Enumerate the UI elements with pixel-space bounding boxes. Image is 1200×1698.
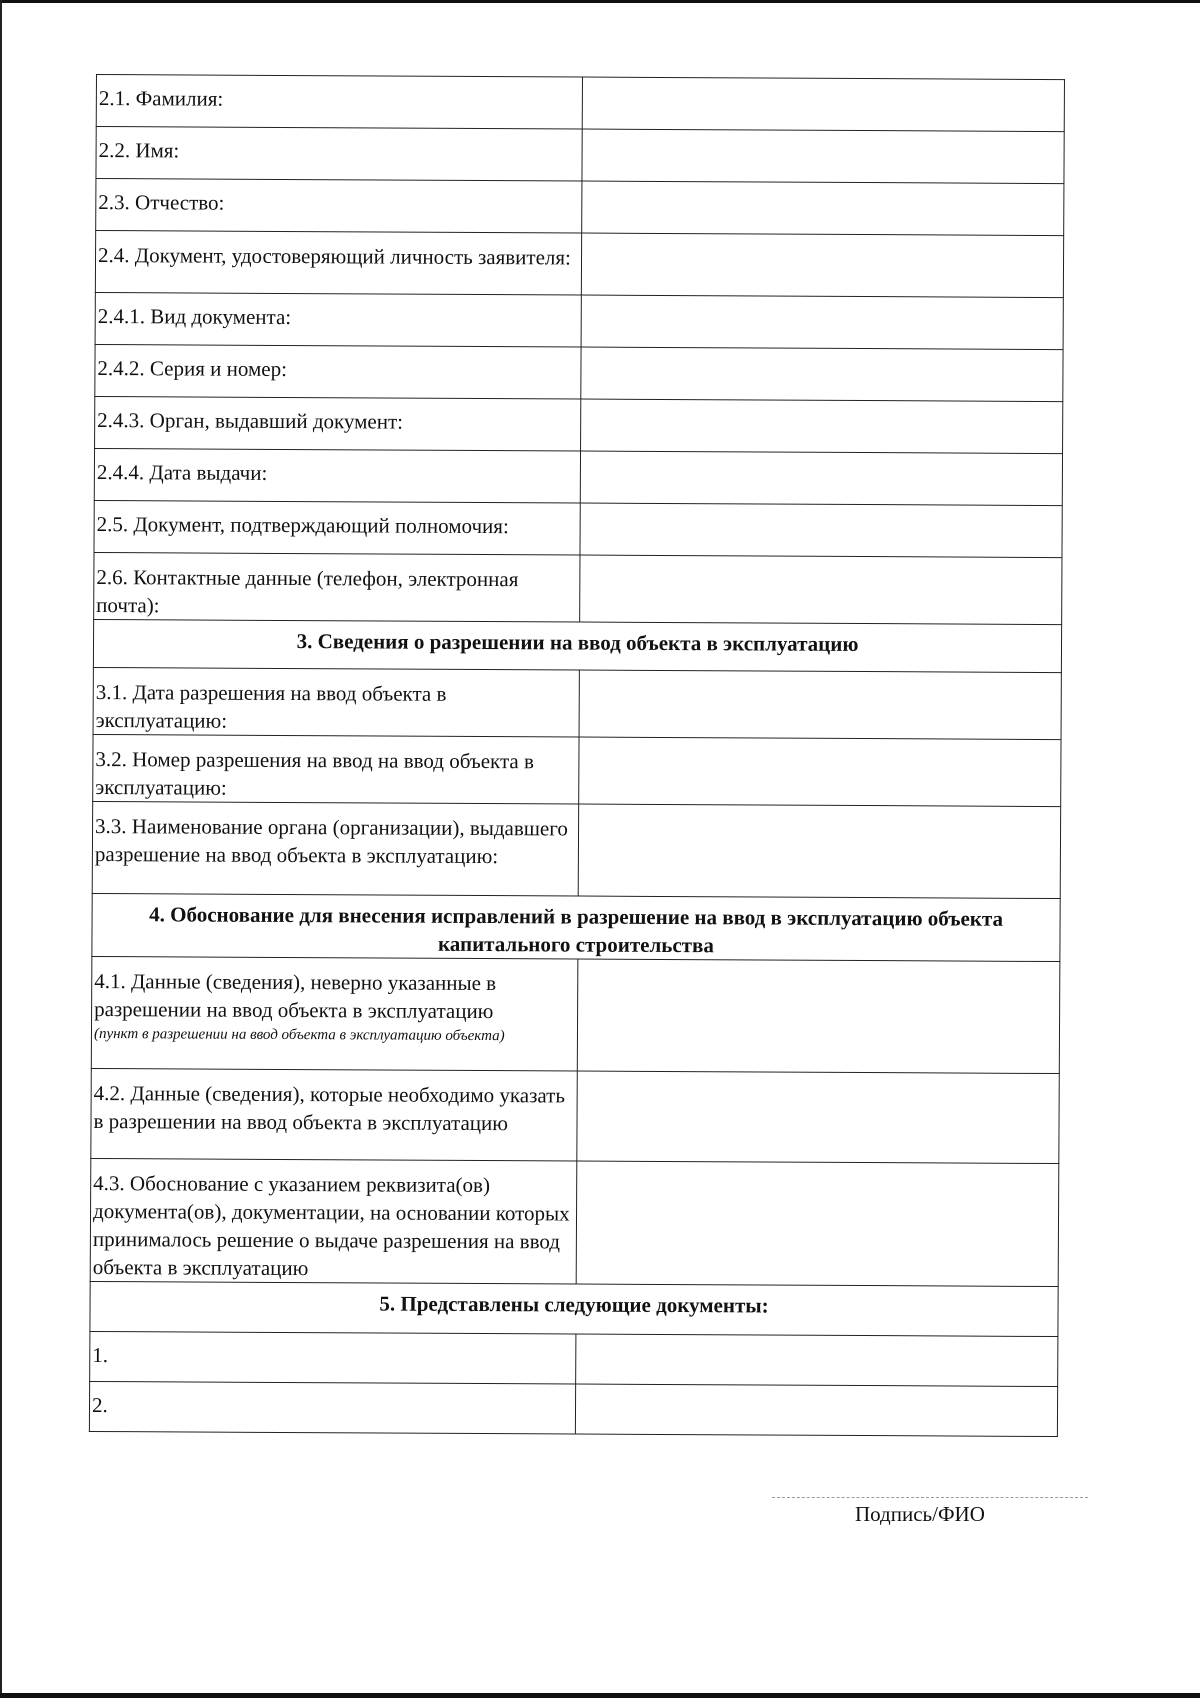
table-row xyxy=(90,1158,1059,1286)
table-row xyxy=(91,1068,1059,1163)
document-item-1-value-cell[interactable] xyxy=(576,1334,1058,1387)
justification-value-cell[interactable] xyxy=(576,1161,1059,1287)
section-4-title: 4. Обоснование для внесения исправлений в разрешение на ввод в эксплуатацию объекта капитального строительства xyxy=(92,893,1060,961)
first-name-value-cell[interactable] xyxy=(582,129,1064,184)
field-label-permit-number: 3.2. Номер разрешения на ввод на ввод объекта в эксплуатацию: xyxy=(93,734,579,804)
section-header-row xyxy=(90,1281,1058,1336)
field-label-incorrect-data xyxy=(91,956,578,1071)
incorrect-data-value-cell[interactable] xyxy=(577,959,1060,1074)
field-label-issuing-authority: 2.4.3. Орган, выдавший документ: xyxy=(95,396,581,451)
section-3-title: 3. Сведения о разрешении на ввод объекта в эксплуатацию xyxy=(93,619,1061,672)
section-header-row xyxy=(93,619,1061,672)
document-item-1-label: 1. xyxy=(90,1331,576,1384)
field-label-issue-date: 2.4.4. Дата выдачи: xyxy=(94,448,580,503)
table-row xyxy=(96,75,1064,132)
table-row xyxy=(91,956,1060,1073)
table-row xyxy=(89,1381,1057,1436)
scan-edge-top xyxy=(0,0,1200,3)
table-row xyxy=(94,500,1062,557)
permit-number-value-cell[interactable] xyxy=(579,737,1061,807)
patronymic-value-cell[interactable] xyxy=(582,181,1064,236)
section-5-title: 5. Представлены следующие документы: xyxy=(90,1281,1058,1336)
field-label-permit-issuer: 3.3. Наименование органа (организации), выдавшего разрешение на ввод объекта в эксплуатацию: xyxy=(92,801,578,896)
table-row xyxy=(93,734,1061,806)
scan-edge-left xyxy=(0,0,2,1698)
field-label-justification: 4.3. Обоснование с указанием реквизита(ов) документа(ов), документации, на основании которых принималось решение о выдаче разрешения на ввод объекта в эксплуатацию xyxy=(90,1158,577,1284)
correct-data-value-cell[interactable] xyxy=(577,1071,1059,1164)
table-row xyxy=(95,231,1063,298)
issue-date-value-cell[interactable] xyxy=(580,451,1062,506)
surname-value-cell[interactable] xyxy=(582,77,1064,132)
field-label-first-name: 2.2. Имя: xyxy=(96,127,582,182)
table-row xyxy=(96,179,1064,236)
signature-label: Подпись/ФИО xyxy=(855,1502,985,1526)
field-label-series-number: 2.4.2. Серия и номер: xyxy=(95,344,581,399)
permit-issuer-value-cell[interactable] xyxy=(578,804,1060,899)
field-label-correct-data: 4.2. Данные (сведения), которые необходимо указать в разрешении на ввод объекта в эксплуатацию xyxy=(91,1068,577,1161)
table-row xyxy=(92,801,1060,898)
table-row xyxy=(94,552,1062,624)
contact-data-value-cell[interactable] xyxy=(580,555,1062,625)
identity-document-value-cell[interactable] xyxy=(581,233,1063,298)
application-form-table xyxy=(89,74,1065,1437)
field-label-document-type: 2.4.1. Вид документа: xyxy=(95,292,581,347)
document-type-value-cell[interactable] xyxy=(581,295,1063,350)
table-row xyxy=(96,127,1064,184)
section-header-row xyxy=(92,893,1060,961)
issuing-authority-value-cell[interactable] xyxy=(581,399,1063,454)
incorrect-data-label-text: 4.1. Данные (сведения), неверно указанные в разрешении на ввод объекта в эксплуатацию xyxy=(94,969,497,1024)
field-label-authority-document: 2.5. Документ, подтверждающий полномочия: xyxy=(94,500,580,555)
authority-document-value-cell[interactable] xyxy=(580,503,1062,558)
field-label-surname: 2.1. Фамилия: xyxy=(96,75,582,130)
document-item-2-label: 2. xyxy=(89,1381,575,1434)
permit-date-value-cell[interactable] xyxy=(579,670,1061,740)
table-row xyxy=(95,396,1063,453)
incorrect-data-note: (пункт в разрешении на ввод объекта в эксплуатацию объекта) xyxy=(93,1026,505,1045)
table-row xyxy=(93,667,1061,739)
field-label-permit-date: 3.1. Дата разрешения на ввод объекта в эксплуатацию: xyxy=(93,667,579,737)
table-row xyxy=(94,448,1062,505)
field-label-identity-document: 2.4. Документ, удостоверяющий личность заявителя: xyxy=(95,231,581,296)
field-label-contact-data: 2.6. Контактные данные (телефон, электронная почта): xyxy=(94,552,580,622)
signature-line[interactable] xyxy=(772,1497,1088,1498)
table-row xyxy=(95,344,1063,401)
field-label-patronymic: 2.3. Отчество: xyxy=(96,179,582,234)
series-number-value-cell[interactable] xyxy=(581,347,1063,402)
scan-edge-bottom xyxy=(0,1693,1200,1698)
document-item-2-value-cell[interactable] xyxy=(575,1384,1057,1437)
table-row xyxy=(90,1331,1058,1386)
table-row xyxy=(95,292,1063,349)
